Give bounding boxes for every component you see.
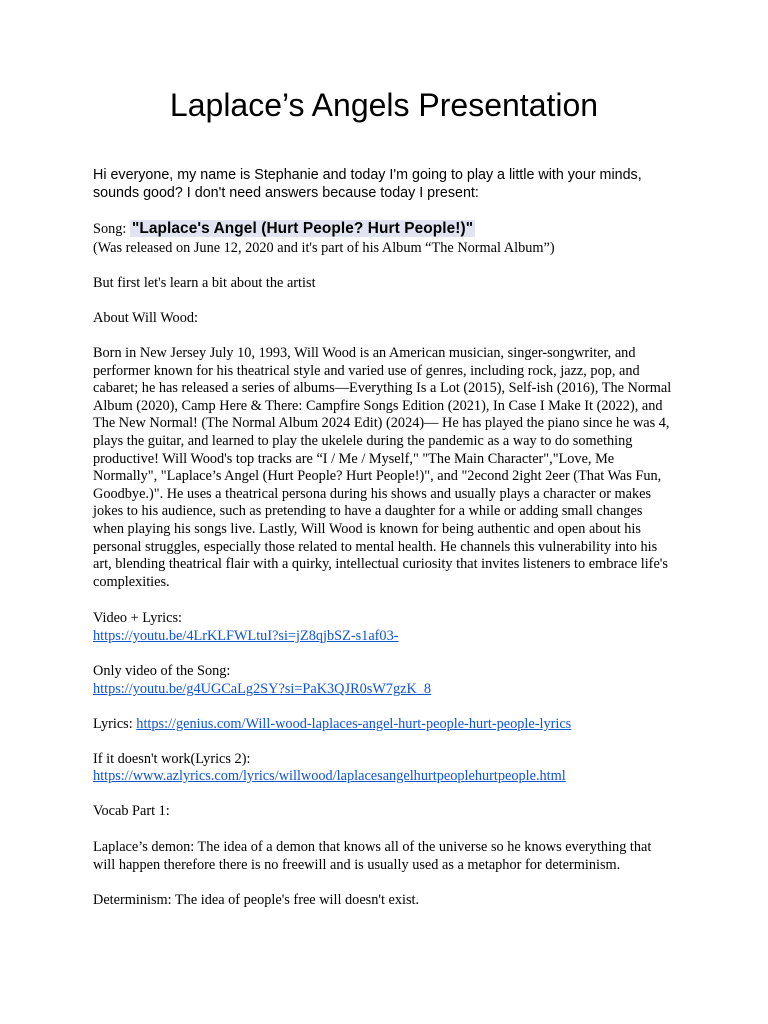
about-heading: About Will Wood: bbox=[93, 310, 198, 326]
lyrics-link[interactable]: https://genius.com/Will-wood-laplaces-angel-hurt-people-hurt-people-lyrics bbox=[136, 716, 572, 732]
only-video-link-line bbox=[93, 681, 675, 699]
song-name: "Laplace's Angel (Hurt People? Hurt People!)" bbox=[131, 220, 474, 237]
lyrics-line bbox=[93, 716, 675, 734]
vocab-heading: Vocab Part 1: bbox=[93, 803, 170, 819]
vocab-item: Determinism: The idea of people's free will doesn't exist. bbox=[93, 892, 420, 908]
vocab-item: Laplace’s demon: The idea of a demon that knows all of the universe so he knows everything that will happen therefore there is no freewill and is usually used as a metaphor for determinism. bbox=[93, 839, 652, 873]
video-lyrics-label: Video + Lyrics: bbox=[93, 610, 182, 626]
page-title: Laplace’s Angels Presentation bbox=[169, 87, 599, 123]
intro-paragraph: Hi everyone, my name is Stephanie and today I'm going to play a little with your minds, sounds good? I don't need answers because today I present: bbox=[93, 167, 642, 201]
lyrics2-label: If it doesn't work(Lyrics 2): bbox=[93, 751, 251, 767]
song-line bbox=[93, 220, 675, 238]
release-info: (Was released on June 12, 2020 and it's part of his Album “The Normal Album”) bbox=[93, 240, 555, 256]
artist-bio: Born in New Jersey July 10, 1993, Will Wood is an American musician, singer-songwriter, and performer known for his theatrical style and varied use of genres, including rock, jazz, pop, and cabaret; he has released a series of albums—Everything Is a Lot (2015), Self-ish (2016), The Normal Album (2020), Camp Here & There: Campfire Songs Edition (2021), In Case I Make It (2022), and The New Normal! (The Normal Album 2024 Edit) (2024)— He has played the piano since he was 4, plays the guitar, and learned to play the ukelele during the pandemic as a way to do something productive! Will Wood's top tracks are “I / Me / Myself," "The Main Character","Love, Me Normally", "Laplace’s Angel (Hurt People? Hurt People!)", and "2econd 2ight 2eer (That Was Fun, Goodbye.)". He uses a theatrical persona during his shows and usually plays a character or makes jokes to his audience, such as pretending to have a daughter for a while or adding small changes when playing his songs live. Lastly, Will Wood is known for being authentic and open about his personal struggles, especially those related to mental health. He channels this vulnerability into his art, blending theatrical flair with a quirky, intellectual curiosity that invites listeners to embrace life's complexities. bbox=[93, 345, 672, 590]
video-lyrics-link[interactable]: https://youtu.be/4LrKLFWLtuI?si=jZ8qjbSZ-s1af03- bbox=[93, 628, 399, 644]
lyrics-label: Lyrics: bbox=[93, 716, 137, 732]
lyrics2-link[interactable]: https://www.azlyrics.com/lyrics/willwood/laplacesangelhurtpeoplehurtpeople.html bbox=[93, 768, 566, 784]
only-video-link[interactable]: https://youtu.be/g4UGCaLg2SY?si=PaK3QJR0sW7gzK_8 bbox=[93, 681, 432, 697]
song-label: Song: bbox=[93, 221, 130, 237]
video-lyrics-link-line bbox=[93, 628, 675, 646]
artist-intro: But first let's learn a bit about the artist bbox=[93, 275, 316, 291]
lyrics2-link-line bbox=[93, 768, 675, 786]
only-video-label: Only video of the Song: bbox=[93, 663, 231, 679]
